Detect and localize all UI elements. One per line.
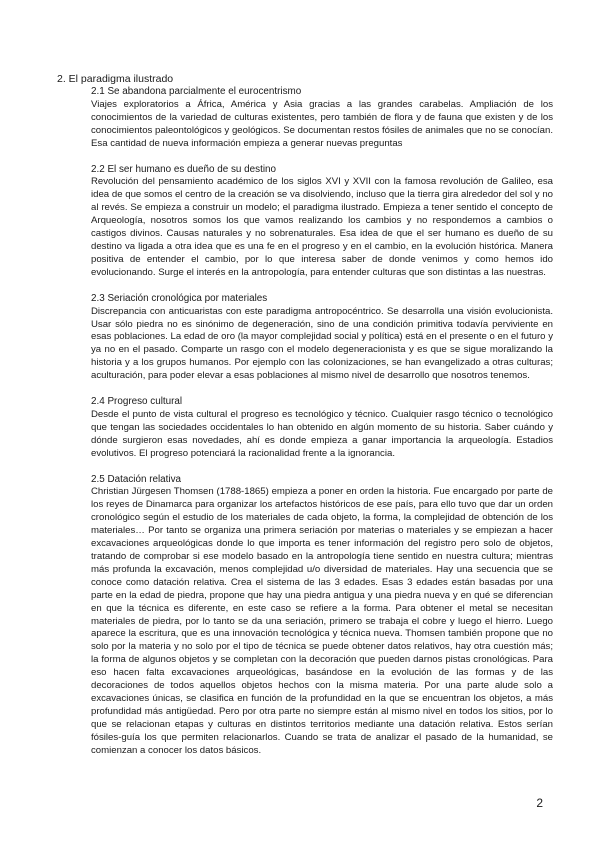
- section-title: 2.2 El ser humano es dueño de su destino: [91, 163, 277, 175]
- section-title: 2.4 Progreso cultural: [91, 396, 183, 408]
- section-title: 2.5 Datación relativa: [91, 473, 182, 485]
- document-content: [91, 86, 553, 771]
- section-2-1: [91, 86, 553, 151]
- section-title: 2.1 Se abandona parcialmente el eurocentrismo: [91, 86, 302, 97]
- section-2-2: [91, 164, 553, 280]
- section-title: 2.3 Seriación cronológica por materiales: [91, 292, 268, 304]
- page-number: 2: [536, 796, 543, 810]
- main-heading: 2. El paradigma ilustrado: [57, 73, 174, 85]
- section-2-5: [91, 474, 553, 758]
- section-2-4: [91, 396, 553, 461]
- section-body: Viajes exploratorios a África, América y Asia gracias a las grandes carabelas. Ampliación de los conocimientos de la variedad de culturas existentes, pero también de flora y de fauna que existen y de los conocimientos paleontológicos y geológicos. Se documentan restos fósiles de animales que no se conocían. Esa cantidad de nueva información empieza a generar nuevas preguntas: [91, 98, 553, 149]
- section-body: Discrepancia con anticuaristas con este paradigma antropocéntrico. Se desarrolla una visión evolucionista. Usar sólo piedra no es sinónimo de degeneración, sino de una condición primitiva todavía perviviente en esas poblaciones. La edad de oro (la mayor complejidad social y política) está en el presente o en el futuro y ya no en el pasado. Comparte un rasgo con el modelo degeneracionista y es que se sigue moralizando la historia y a los grupos humanos. Por ejemplo con las colonizaciones, se han evangelizado a otras culturas; aculturación, para poder elevar a esas poblaciones al mismo nivel de desarrollo que nosotros tenemos.: [91, 305, 553, 382]
- section-body: Christian Jürgesen Thomsen (1788-1865) empieza a poner en orden la historia. Fue encargado por parte de los reyes de Dinamarca para organizar los artefactos históricos de ese país, para ello tuvo que dar un orden cronológico según el estudio de los materiales de cada objeto, la forma, la complejidad de obtención de los materiales… Por tanto se organiza una primera seriación por materias o materiales y se empiezan a hacer excavaciones arqueológicas donde lo que importa es tener información del registro pero solo de objetos, tratando de comprobar si ese modelo basado en la antropología tiene sentido en nuestra cultura; mientras más profunda la excavación, menos complejidad u/o diversidad de materiales. Hay una secuencia que se conoce como datación relativa. Crea el sistema de las 3 edades. Esas 3 edades están basadas por una parte en la edad de piedra, propone que hay una piedra antigua y una piedra nueva y en qué se diferencian en que la técnica es diferente, en este caso se refiere a la forma. Para obtener el metal se necesitan materiales de piedra, por lo tanto se da una seriación, primero se trabaja el cobre y luego el hierro. Luego aparece la escritura, que es una innovación tecnológica y técnica nueva. Thomsen también propone que no solo por la materia y no solo por el tipo de técnica se puede obtener datos relativos, hay otra cuestión más; la forma de algunos objetos y se completan con la decoración que pueden darnos pistas cronológicas. Para eso hacen falta excavaciones arqueológicas, basándose en la evolución de las formas y de las decoraciones de todos aquellos objetos hechos con la misma materia. Por una parte alude solo a excavaciones únicas, se clasifica en función de la profundidad en la que se encuentran los objetos, a más profundidad más antigüedad. Pero por otra parte no siempre están al mismo nivel en todos los sitios, por lo que se relacionan etapas y culturas en distintos territorios mediante una datación relativa. Estos serían fósiles-guía los que permiten relacionarlos. Cuando se trata de analizar el pasado de la humanidad, se comienzan a conocer los datos básicos.: [91, 486, 553, 756]
- section-body: Revolución del pensamiento académico de los siglos XVI y XVII con la famosa revolución de Galileo, esa idea de que somos el centro de la creación se va disolviendo, incluso que la tierra gira alrededor del sol y no al revés. Se empieza a construir un modelo; el paradigma ilustrado. Empieza a tener sentido el concepto de Arqueología, nosotros somos los que vamos realizando los cambios y no respondemos a cambios o castigos divinos. Causas naturales y no sobrenaturales. Esa idea de que el ser humano es dueño de su destino va ligada a otra idea que es una fe en el progreso y en el cambio, en la evolución histórica. Manera positiva de entender el cambio, por lo que interesa saber de donde venimos y como hemos ido evolucionando. Surge el interés en la antropología, para entender culturas que son distintas a las nuestras.: [91, 176, 553, 278]
- section-2-3: [91, 293, 553, 383]
- section-body: Desde el punto de vista cultural el progreso es tecnológico y técnico. Cualquier rasgo técnico o tecnológico que tengan las sociedades occidentales lo han obtenido en algún momento de su historia. Saber cuándo y dónde surgieron esas novedades, ahí es donde empieza a ganar importancia la arqueología. Estadios evolutivos. El progreso potenciará la racionalidad frente a la ignorancia.: [91, 408, 553, 459]
